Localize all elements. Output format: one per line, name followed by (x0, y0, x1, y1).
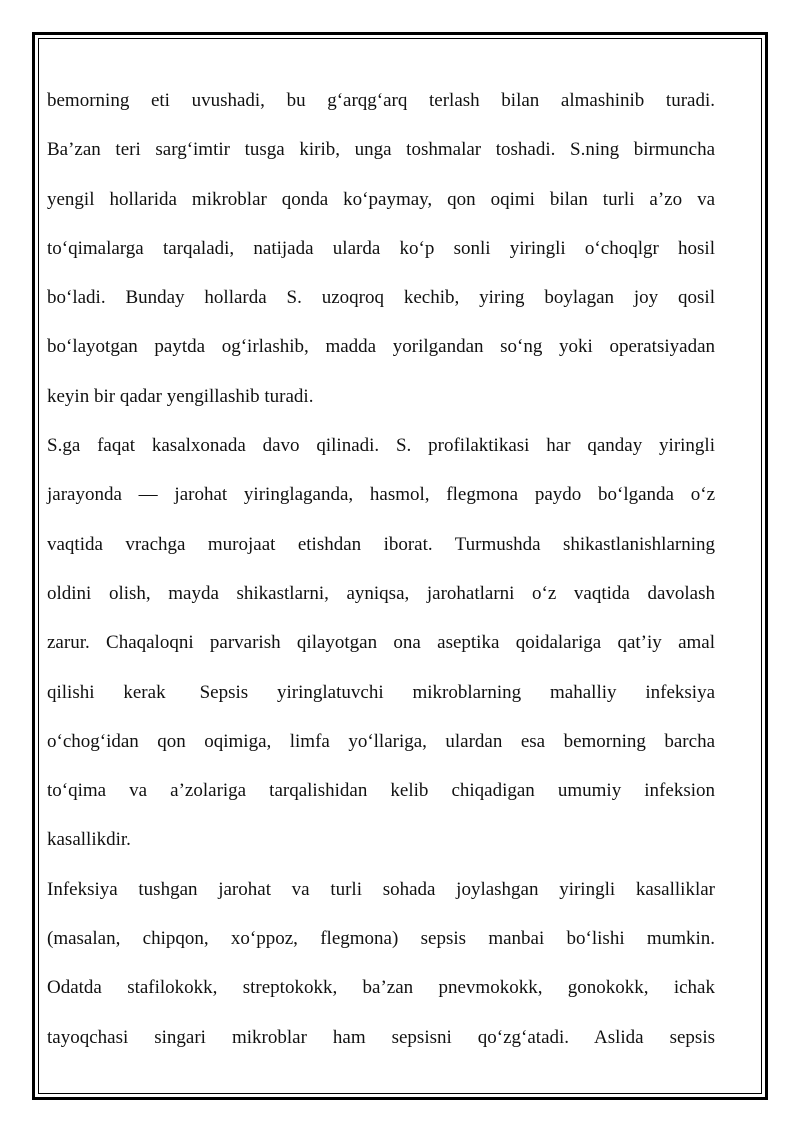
text-line: Odatda stafilokokk, streptokokk, ba’zan pnevmokokk, gonokokk, ichak (47, 977, 715, 999)
text-line-split (47, 668, 715, 717)
document-body (47, 76, 715, 1062)
text-line: o‘chog‘idan qon oqimiga, limfa yo‘llariga, ulardan esa bemorning barcha (47, 730, 715, 752)
text-line: bo‘layotgan paytda og‘irlashib, madda yorilgandan so‘ng yoki operatsiyadan (47, 336, 715, 358)
text-line: to‘qimalarga tarqaladi, natijada ularda ko‘p sonli yiringli o‘choqlgr hosil (47, 237, 715, 259)
text-line: jarayonda — jarohat yiringlaganda, hasmol, flegmona paydo bo‘lganda o‘z (47, 484, 715, 506)
text-line: oldini olish, mayda shikastlarni, ayniqsa, jarohatlarni o‘z vaqtida davolash (47, 582, 715, 604)
text-line: S.ga faqat kasalxonada davo qilinadi. S. profilaktikasi har qanday yiringli (47, 435, 715, 457)
text-line: to‘qima va a’zolariga tarqalishidan kelib chiqadigan umumiy infeksion (47, 780, 715, 802)
text-line: Infeksiya tushgan jarohat va turli sohada joylashgan yiringli kasalliklar (47, 878, 715, 900)
text-line: bo‘ladi. Bunday hollarda S. uzoqroq kechib, yiring boylagan joy qosil (47, 287, 715, 309)
text-line: keyin bir qadar yengillashib turadi. (47, 385, 314, 407)
text-fragment: qilishi kerak (47, 681, 166, 703)
text-line: Ba’zan teri sarg‘imtir tusga kirib, unga toshmalar toshadi. S.ning birmuncha (47, 139, 715, 161)
text-line: yengil hollarida mikroblar qonda ko‘paymay, qon oqimi bilan turli a’zo va (47, 188, 715, 210)
text-fragment: Sepsis yiringlatuvchi mikroblarning mahalliy infeksiya (199, 681, 716, 703)
text-line: zarur. Chaqaloqni parvarish qilayotgan ona aseptika qoidalariga qat’iy amal (47, 632, 715, 654)
text-line: tayoqchasi singari mikroblar ham sepsisni qo‘zg‘atadi. Aslida sepsis (47, 1026, 715, 1048)
text-line: bemorning eti uvushadi, bu g‘arqg‘arq terlash bilan almashinib turadi. (47, 90, 715, 111)
text-line: vaqtida vrachga murojaat etishdan iborat. Turmushda shikastlanishlarning (47, 533, 715, 555)
text-line: (masalan, chipqon, xo‘ppoz, flegmona) sepsis manbai bo‘lishi mumkin. (47, 928, 715, 950)
text-line: kasallikdir. (47, 829, 131, 851)
